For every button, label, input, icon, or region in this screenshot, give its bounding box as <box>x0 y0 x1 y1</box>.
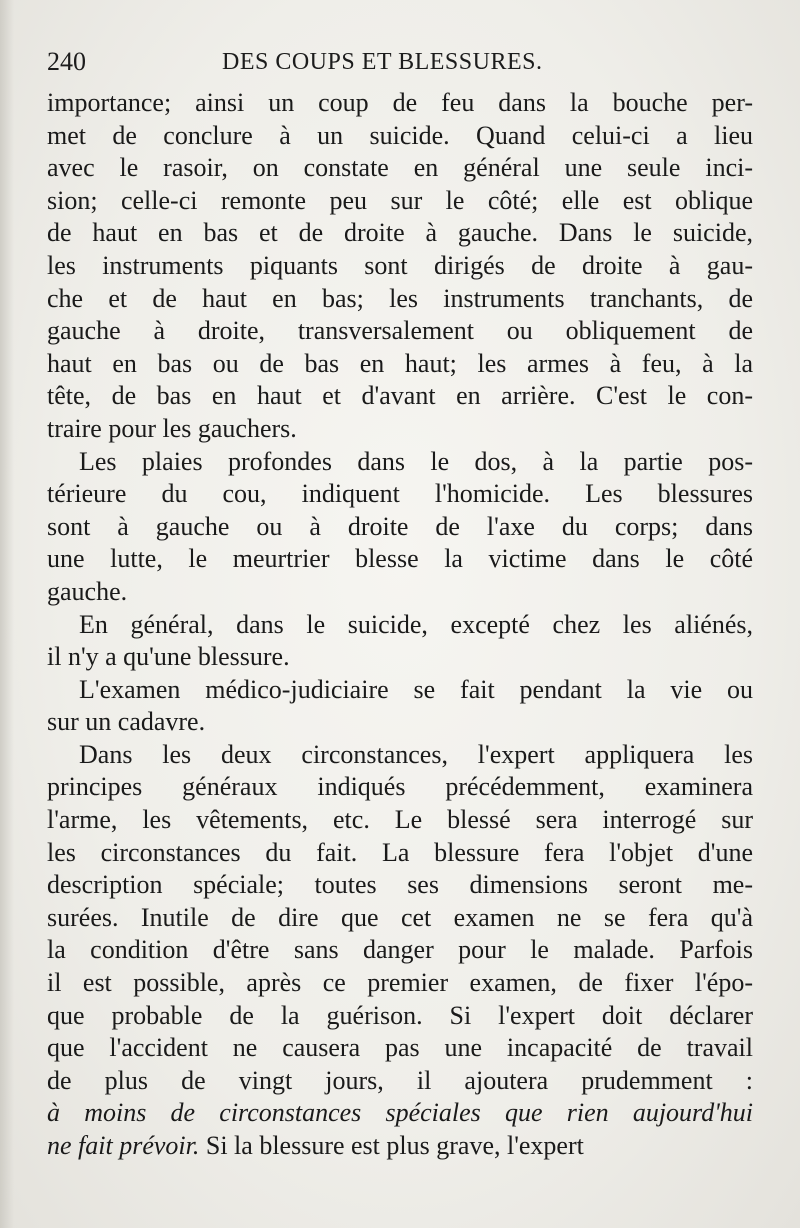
body-text <box>47 87 753 1163</box>
text-line: il n'y a qu'une blessure. <box>47 642 290 672</box>
text-line: de plus de vingt jours, il ajoutera prudemment : <box>47 1065 753 1095</box>
text-line-continuation: Si la blessure est plus grave, l'expert <box>199 1131 584 1160</box>
running-header <box>47 44 753 80</box>
text-line: la condition d'être sans danger pour le malade. Parfois <box>47 935 753 965</box>
text-line: que probable de la guérison. Si l'expert doit déclarer <box>47 1000 753 1030</box>
text-line-italic: à moins de circonstances spéciales que rien aujourd'hui <box>47 1098 753 1128</box>
text-line: principes généraux indiqués précédemment, examinera <box>47 772 753 802</box>
text-line: avec le rasoir, on constate en général une seule inci- <box>47 153 753 183</box>
text-line: sont à gauche ou à droite de l'axe du corps; dans <box>47 511 753 541</box>
text-line: les instruments piquants sont dirigés de droite à gau- <box>47 250 753 280</box>
text-line: gauche à droite, transversalement ou obliquement de <box>47 316 753 346</box>
text-line-mixed <box>47 1130 753 1163</box>
text-line: traire pour les gauchers. <box>47 413 297 443</box>
text-line: il est possible, après ce premier examen, de fixer l'épo- <box>47 968 753 998</box>
page-gutter-shadow <box>0 0 14 1228</box>
text-line: une lutte, le meurtrier blesse la victime dans le côté <box>47 544 753 574</box>
text-line: haut en bas ou de bas en haut; les armes à feu, à la <box>47 348 753 378</box>
text-line: les circonstances du fait. La blessure fera l'objet d'une <box>47 837 753 867</box>
text-line: che et de haut en bas; les instruments tranchants, de <box>47 283 753 313</box>
text-line: En général, dans le suicide, excepté chez les aliénés, <box>79 609 753 639</box>
text-line: description spéciale; toutes ses dimensions seront me- <box>47 870 753 900</box>
text-line: met de conclure à un suicide. Quand celui-ci a lieu <box>47 120 753 150</box>
text-line: Les plaies profondes dans le dos, à la partie pos- <box>79 446 753 476</box>
italic-phrase: ne fait prévoir. <box>47 1131 200 1160</box>
page-number: 240 <box>47 47 86 76</box>
text-line: l'arme, les vêtements, etc. Le blessé sera interrogé sur <box>47 805 753 835</box>
text-line: gauche. <box>47 576 128 606</box>
text-line: que l'accident ne causera pas une incapacité de travail <box>47 1033 753 1063</box>
text-line: sion; celle-ci remonte peu sur le côté; elle est oblique <box>47 185 753 215</box>
text-line: tête, de bas en haut et d'avant en arrière. C'est le con- <box>47 381 753 411</box>
text-line: importance; ainsi un coup de feu dans la bouche per- <box>47 88 753 117</box>
text-line: de haut en bas et de droite à gauche. Dans le suicide, <box>47 218 753 248</box>
text-line: surées. Inutile de dire que cet examen ne se fera qu'à <box>47 902 753 932</box>
text-line: L'examen médico-judiciaire se fait pendant la vie ou <box>79 674 753 704</box>
text-line: térieure du cou, indiquent l'homicide. Les blessures <box>47 479 753 509</box>
running-title: DES COUPS ET BLESSURES. <box>222 49 543 75</box>
text-line: sur un cadavre. <box>47 707 206 737</box>
text-line: Dans les deux circonstances, l'expert appliquera les <box>79 739 753 769</box>
